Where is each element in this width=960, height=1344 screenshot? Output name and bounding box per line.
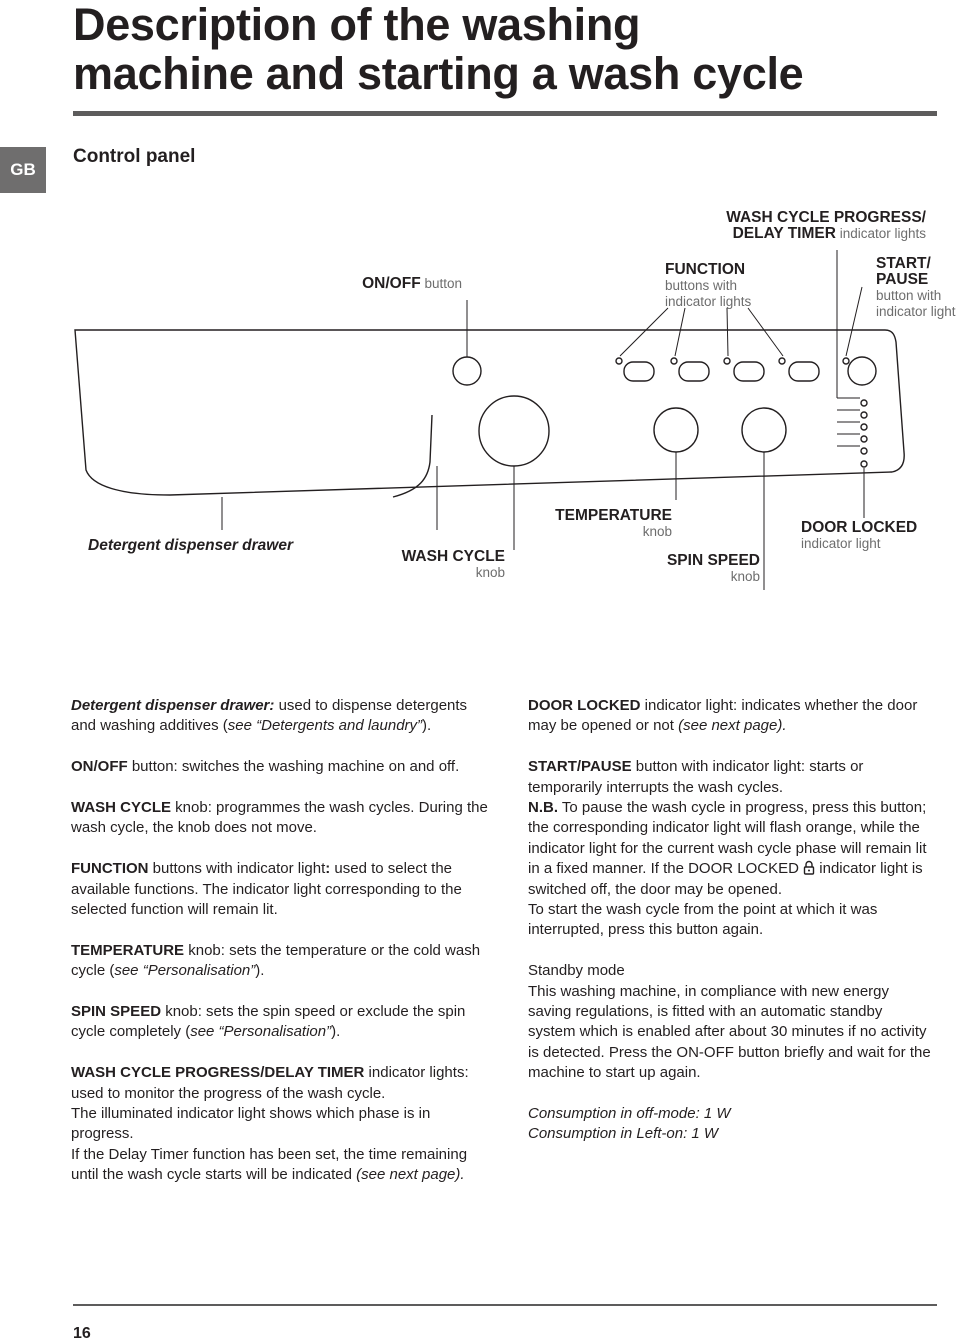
- left-column: [71, 696, 496, 1206]
- right-column: [528, 696, 933, 1165]
- page-title-line-2: machine and starting a wash cycle: [73, 48, 804, 99]
- label-progress-desc: indicator lights: [839, 226, 926, 241]
- function-light-1: [616, 358, 622, 364]
- kw-function: FUNCTION: [71, 860, 149, 878]
- kw-startpause: START/PAUSE: [528, 758, 632, 776]
- text-progress-1: indicator lights: used to monitor the progress of the wash cycle.: [71, 1064, 469, 1102]
- label-function-desc-2: indicator lights: [665, 294, 752, 309]
- label-startpause-name-2: PAUSE: [876, 271, 929, 288]
- ref-progress: (see next page).: [356, 1166, 465, 1184]
- para-startpause: [528, 757, 933, 798]
- function-button-2: [679, 362, 709, 381]
- text-function-2: used to select the available functions. The indicator light corresponding to the selected function will remain lit.: [71, 860, 462, 919]
- kw-nb: N.B.: [528, 799, 558, 817]
- text-washcycle: knob: programmes the wash cycles. During the wash cycle, the knob does not move.: [71, 799, 488, 837]
- label-onoff-desc: button: [424, 276, 462, 291]
- para-washcycle: [71, 798, 496, 839]
- text-consumption-lefton: Consumption in Left-on: 1 W: [528, 1125, 719, 1143]
- kw-doorlocked: DOOR LOCKED: [528, 697, 641, 714]
- label-function-name: FUNCTION: [665, 261, 746, 278]
- start-pause-light: [843, 358, 849, 364]
- progress-light-5: [861, 448, 867, 454]
- label-temperature: [530, 508, 672, 540]
- detergent-drawer-edge: [393, 415, 432, 497]
- label-start-pause: [876, 256, 960, 320]
- label-function: [665, 262, 815, 310]
- label-washcycle-name: WASH CYCLE: [401, 548, 505, 565]
- label-spinspeed-desc: knob: [730, 569, 760, 584]
- label-progress-name-1: WASH CYCLE PROGRESS/: [726, 209, 926, 226]
- page-title-line-1: Description of the washing: [73, 0, 641, 50]
- text-nb-2: indicator light is switched off, the door may be opened.: [528, 860, 923, 898]
- para-standby: [528, 961, 933, 1083]
- para-doorlocked: [528, 696, 933, 737]
- ref-temperature: see “Personalisation”: [114, 962, 256, 980]
- ref-detergent: see “Detergents and laundry”: [227, 717, 423, 735]
- kw-detergent: Detergent dispenser drawer:: [71, 697, 275, 714]
- text-detergent-1: used to dispense detergents and washing additives (: [71, 697, 468, 735]
- label-startpause-name-1: START/: [876, 255, 931, 272]
- function-light-3: [724, 358, 730, 364]
- door-locked-light: [861, 461, 867, 467]
- label-progress-name-2: DELAY TIMER: [732, 225, 836, 242]
- text-onoff: button: switches the washing machine on and off.: [127, 758, 460, 776]
- para-detergent: [71, 696, 496, 737]
- kw-progress: WASH CYCLE PROGRESS/DELAY TIMER: [71, 1064, 365, 1082]
- text-progress-2: The illuminated indicator light shows which phase is in progress.: [71, 1105, 431, 1143]
- label-doorlocked-desc: indicator light: [801, 536, 881, 551]
- progress-light-4: [861, 436, 867, 442]
- label-startpause-desc-1: button with: [876, 288, 942, 303]
- text-temperature-1: knob: sets the temperature or the cold wash cycle (: [71, 941, 481, 980]
- label-onoff-name: ON/OFF: [362, 275, 421, 292]
- ref-spinspeed: see “Personalisation”: [190, 1023, 332, 1041]
- label-door-locked: [801, 520, 941, 552]
- progress-light-1: [861, 400, 867, 406]
- padlock-icon: [803, 860, 815, 875]
- text-function-1: buttons with indicator light: [148, 860, 326, 878]
- text-consumption-off: Consumption in off-mode: 1 W: [528, 1105, 731, 1123]
- label-washcycle-desc: knob: [475, 565, 505, 580]
- function-button-1: [624, 362, 654, 381]
- wash-cycle-knob: [479, 396, 549, 466]
- text-function-colon: :: [325, 860, 331, 878]
- para-progress: [71, 1063, 496, 1185]
- para-consumption: [528, 1104, 933, 1145]
- label-spinspeed-name: SPIN SPEED: [666, 552, 760, 569]
- text-doorlocked: indicator light: indicates whether the door may be opened or not: [528, 697, 918, 735]
- label-detergent: [88, 538, 348, 554]
- ref-doorlocked: (see next page).: [678, 717, 787, 735]
- para-function: [71, 859, 496, 920]
- label-temperature-name: TEMPERATURE: [555, 507, 672, 524]
- label-temperature-desc: knob: [642, 524, 672, 539]
- label-function-desc-1: buttons with: [665, 278, 738, 293]
- text-standby: This washing machine, in compliance with new energy saving regulations, is fitted with an automatic standby system which is enabled after about 30 minutes if no activity is detected. Press the ON-OFF button briefly and wait for the machine to start up again.: [528, 982, 931, 1082]
- kw-washcycle: WASH CYCLE: [71, 799, 172, 816]
- language-tab: GB: [0, 147, 46, 193]
- text-nb-1: To pause the wash cycle in progress, press this button; the corresponding indicator light will flash orange, while the indicator light for the current wash cycle phase will remain lit in a fixed manner. If the DOOR LOCKED: [528, 799, 927, 878]
- label-onoff: [280, 276, 462, 292]
- text-startpause: button with indicator light: starts or temporarily interrupts the wash cycles.: [528, 758, 864, 796]
- footer-rule: [73, 1304, 937, 1306]
- label-detergent-name: Detergent dispenser drawer: [88, 537, 294, 554]
- function-light-4: [779, 358, 785, 364]
- text-nb-3: To start the wash cycle from the point at which it was interrupted, press this button again.: [528, 901, 878, 939]
- function-light-2: [671, 358, 677, 364]
- text-progress-3: If the Delay Timer function has been set, the time remaining until the wash cycle starts will be indicated: [71, 1145, 468, 1184]
- spin-speed-knob: [742, 408, 786, 452]
- section-title: Control panel: [73, 146, 196, 167]
- panel-outline: [75, 330, 904, 495]
- label-progress-lights: [520, 210, 926, 242]
- function-button-4: [789, 362, 819, 381]
- label-doorlocked-name: DOOR LOCKED: [801, 519, 918, 536]
- text-spinspeed-2: ).: [331, 1023, 341, 1041]
- progress-light-2: [861, 412, 867, 418]
- function-button-3: [734, 362, 764, 381]
- kw-onoff: ON/OFF: [71, 758, 128, 776]
- para-onoff: [71, 757, 496, 777]
- onoff-button: [453, 357, 481, 385]
- para-temperature: [71, 941, 496, 982]
- kw-spinspeed: SPIN SPEED: [71, 1003, 162, 1021]
- temperature-knob: [654, 408, 698, 452]
- progress-light-3: [861, 424, 867, 430]
- label-spin-speed: [630, 553, 760, 585]
- label-wash-cycle: [380, 549, 505, 581]
- text-spinspeed-1: knob: sets the spin speed or exclude the spin cycle completely (: [71, 1003, 466, 1041]
- kw-temperature: TEMPERATURE: [71, 941, 185, 959]
- para-nb: [528, 798, 933, 941]
- page-number: 16: [73, 1325, 91, 1342]
- text-temperature-2: ).: [255, 962, 265, 980]
- para-spinspeed: [71, 1002, 496, 1043]
- heading-standby: Standby mode: [528, 962, 625, 980]
- label-startpause-desc-2: indicator light: [876, 304, 956, 319]
- text-detergent-2: ).: [422, 717, 432, 735]
- start-pause-button: [848, 357, 876, 385]
